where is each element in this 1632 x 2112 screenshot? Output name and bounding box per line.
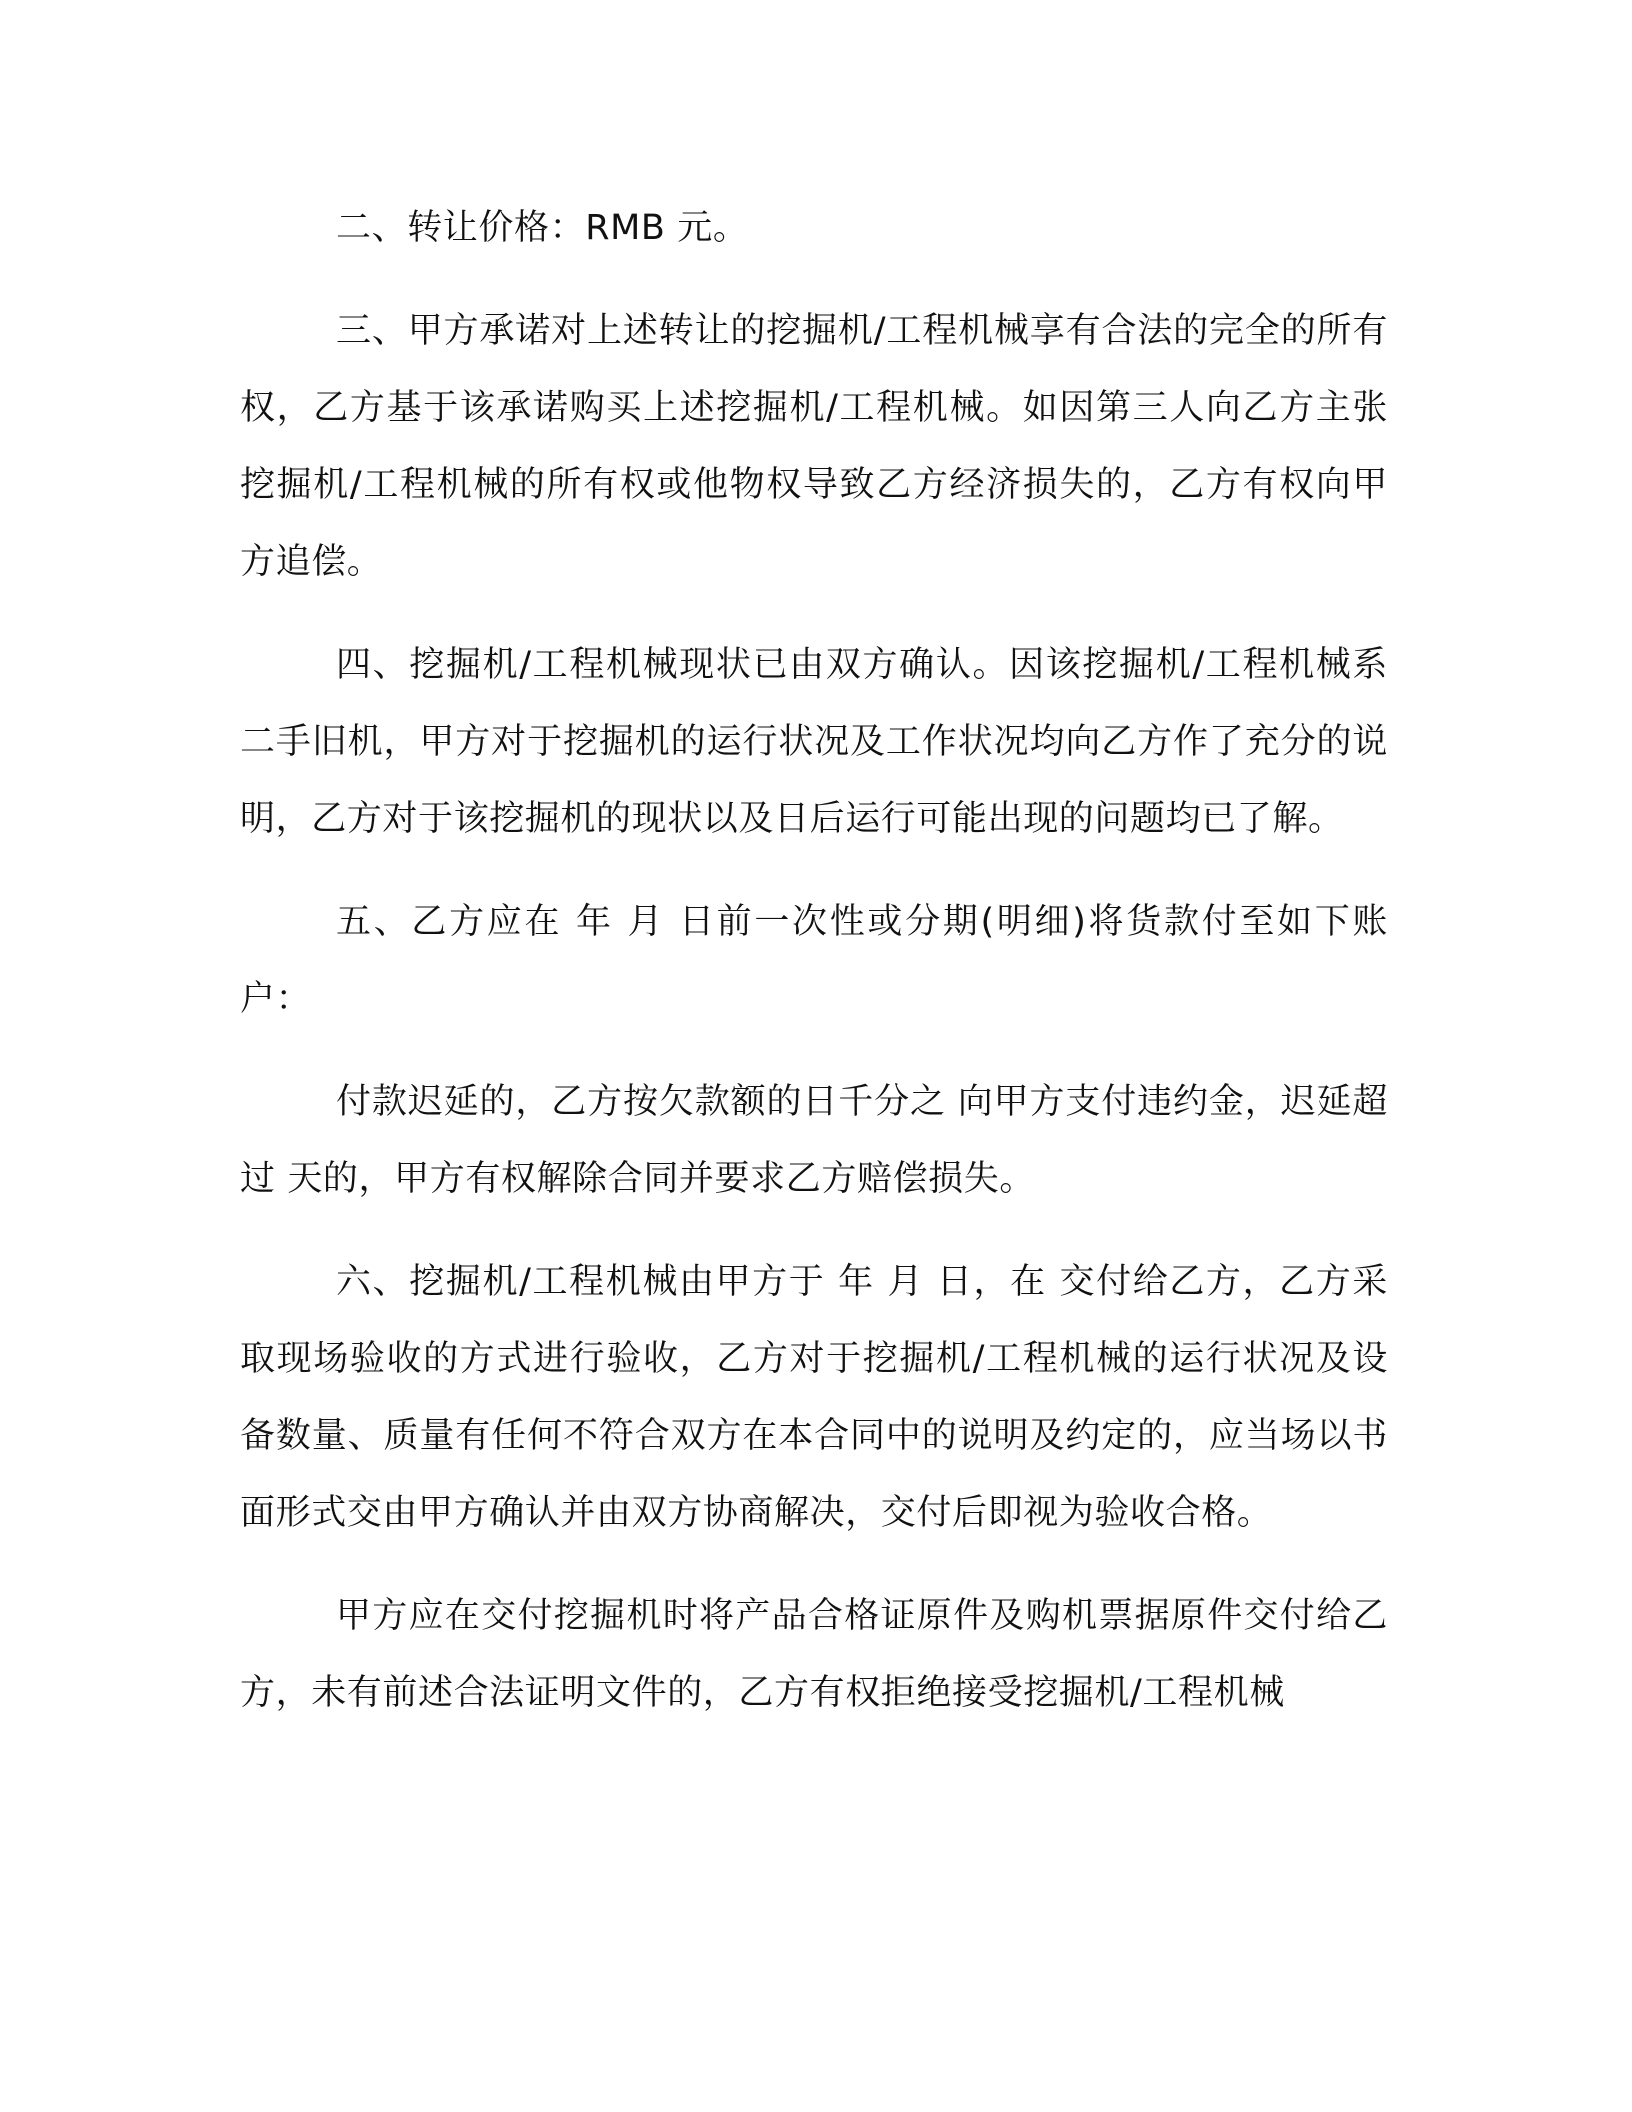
clause-5-late-payment-penalty: 付款迟延的，乙方按欠款额的日千分之 向甲方支付违约金，迟延超过 天的，甲方有权解除合同并要求乙方赔偿损失。: [240, 1082, 1388, 1199]
clause-2-transfer-price: 二、转让价格：RMB 元。: [336, 208, 749, 248]
clause-3-ownership-warranty: 三、甲方承诺对上述转让的挖掘机/工程机械享有合法的完全的所有权，乙方基于该承诺购买上述挖掘机/工程机械。如因第三人向乙方主张挖掘机/工程机械的所有权或他物权导致乙方经济损失的，乙方有权向甲方追偿。: [240, 311, 1388, 582]
document-body: [240, 190, 1388, 1758]
clause-4-machine-condition: 四、挖掘机/工程机械现状已由双方确认。因该挖掘机/工程机械系二手旧机，甲方对于挖掘机的运行状况及工作状况均向乙方作了充分的说明，乙方对于该挖掘机的现状以及日后运行可能出现的问题均已了解。: [240, 645, 1388, 839]
clause-6-delivery-acceptance: 六、挖掘机/工程机械由甲方于 年 月 日，在 交付给乙方，乙方采取现场验收的方式进行验收，乙方对于挖掘机/工程机械的运行状况及设备数量、质量有任何不符合双方在本合同中的说明及约定的，应当场以书面形式交由甲方确认并由双方协商解决，交付后即视为验收合格。: [240, 1262, 1388, 1533]
clause-5-payment-terms: 五、乙方应在 年 月 日前一次性或分期(明细)将货款付至如下账户：: [240, 902, 1388, 1019]
clause-6-certificates: 甲方应在交付挖掘机时将产品合格证原件及购机票据原件交付给乙方，未有前述合法证明文件的，乙方有权拒绝接受挖掘机/工程机械: [240, 1596, 1388, 1713]
